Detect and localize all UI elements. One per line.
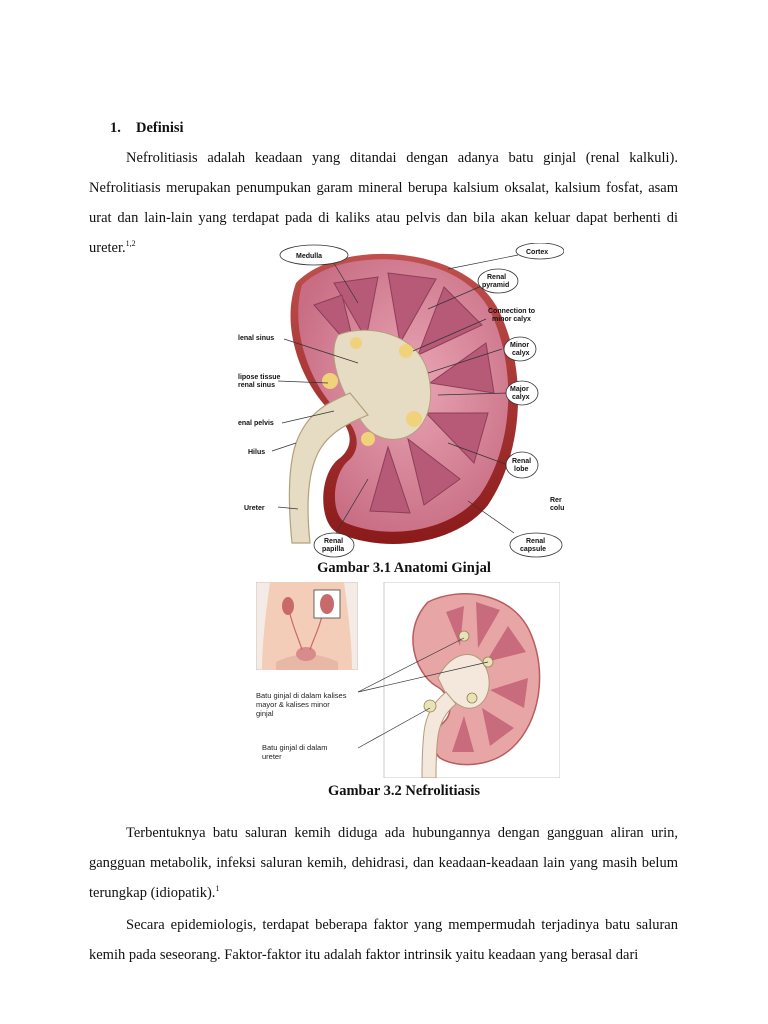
label-renal-papilla-1: Renal [324, 538, 344, 545]
paragraph-text: Nefrolitiasis adalah keadaan yang ditandai dengan adanya batu ginjal (renal kalkuli). Nefrolitiasis merupakan penumpukan garam mineral berupa kalsium oksalat, kalsium fosfat, asam urat dan lain-lain yang terdapat pada di kaliks atau pelvis dan bila akan keluar dapat berhenti di ureter. [89, 150, 678, 256]
figure-1-caption: Gambar 3.1 Anatomi Ginjal [317, 560, 491, 576]
paragraph-text: Terbentuknya batu saluran kemih diduga ada hubungannya dengan gangguan aliran urin, gangguan metabolik, infeksi saluran kemih, dehidrasi, dan keadaan-keadaan lain yang masih belum terungkap (idiopatik). [89, 825, 678, 901]
label-minor-calyx-1: Minor [510, 342, 530, 349]
label-minor-calyx-2: calyx [512, 350, 530, 357]
label-stone-calyx-2: mayor & kalises minor [256, 700, 330, 709]
label-stone-ureter-1: Batu ginjal di dalam [262, 743, 328, 752]
label-connection-1: Connection to [488, 308, 536, 315]
label-stone-ureter-2: ureter [262, 752, 282, 761]
nephrolithiasis-figure [250, 582, 560, 778]
kidney-anatomy-figure [238, 243, 564, 559]
paragraph-epidemiology [89, 910, 678, 970]
section-heading [110, 120, 184, 137]
label-stone-calyx-3: ginjal [256, 709, 274, 718]
figure-2-caption: Gambar 3.2 Nefrolitiasis [327, 783, 481, 799]
label-medulla: Medulla [296, 253, 323, 260]
label-cortex: Cortex [526, 249, 549, 256]
paragraph-text: Secara epidemiologis, terdapat beberapa faktor yang mempermudah terjadinya batu saluran kemih pada seseorang. Faktor-faktor itu adalah faktor intrinsik yaitu keadaan yang berasal dari [89, 917, 678, 963]
label-renal-pyramid-1: Renal [487, 274, 507, 281]
label-renal-pelvis: enal pelvis [238, 420, 274, 427]
reference-superscript: 1,2 [125, 239, 136, 249]
label-renal-column-1: Rer [550, 497, 562, 504]
section-number: 1. [110, 120, 121, 136]
reference-superscript: 1 [215, 884, 220, 894]
label-renal-papilla-2: papilla [322, 546, 345, 553]
label-stone-calyx-1: Batu ginjal di dalam kalises [256, 691, 347, 700]
label-renal-column-2: colu [550, 505, 564, 512]
label-ureter: Ureter [244, 505, 265, 512]
label-major-calyx-1: Major [510, 386, 529, 393]
label-renal-sinus: lenal sinus [238, 335, 275, 342]
label-connection-2: minor calyx [492, 316, 531, 323]
section-title: Definisi [136, 120, 184, 136]
label-renal-capsule-1: Renal [526, 538, 546, 545]
label-renal-pyramid-2: pyramid [482, 282, 510, 289]
label-adipose-1: lipose tissue [238, 374, 281, 381]
label-major-calyx-2: calyx [512, 394, 530, 401]
label-renal-lobe-2: lobe [514, 466, 529, 473]
label-renal-lobe-1: Renal [512, 458, 532, 465]
paragraph-formation [89, 818, 678, 908]
label-hilus: Hilus [248, 449, 266, 456]
label-adipose-2: renal sinus [238, 382, 275, 389]
label-renal-capsule-2: capsule [520, 546, 547, 553]
